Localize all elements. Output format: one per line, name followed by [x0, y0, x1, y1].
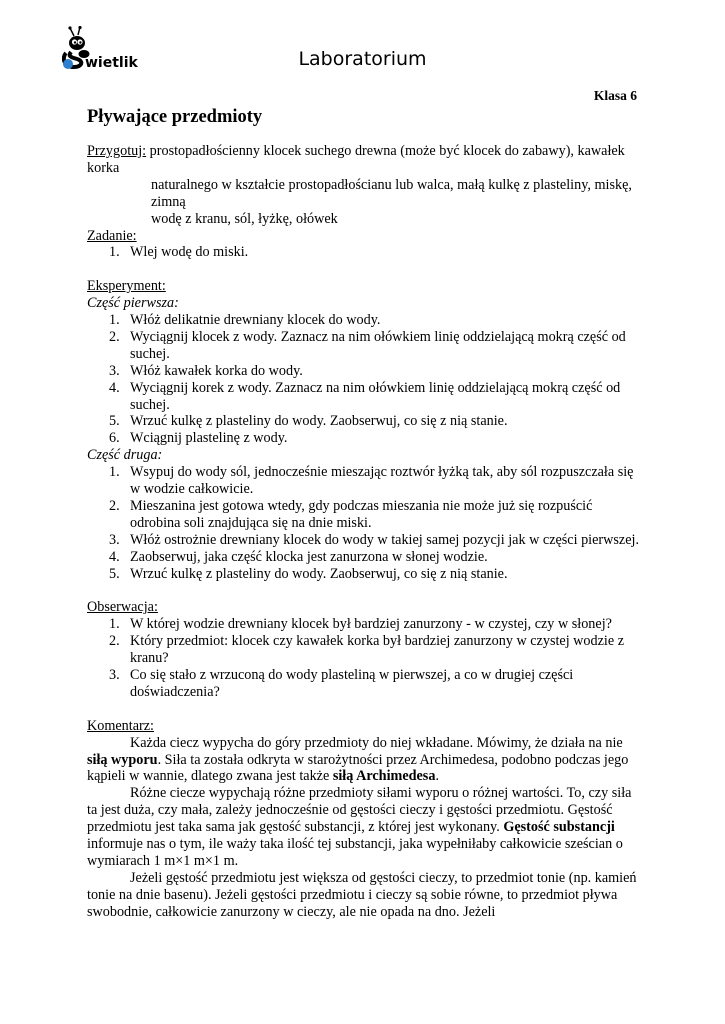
part1-label: Część pierwsza:	[87, 295, 179, 312]
list-item: 6. Wciągnij plastelinę z wody.	[109, 430, 288, 447]
list-item: 1. Wsypuj do wody sól, jednocześnie mieszając roztwór łyżką tak, aby sól rozpuszczała się w wodzie całkowicie.	[109, 464, 634, 498]
list-item: 3. Włóż kawałek korka do wody.	[109, 362, 303, 379]
document-body	[87, 143, 639, 921]
task-label: Zadanie:	[87, 227, 137, 244]
part1-list	[87, 312, 639, 447]
dimension-formula: 1 m×1 m×1 m	[153, 853, 235, 870]
list-item: 1. Włóż delikatnie drewniany klocek do wody.	[109, 312, 381, 329]
logo-text: wietlik	[85, 55, 138, 71]
task-list	[87, 244, 639, 261]
list-item: 2. Który przedmiot: klocek czy kawałek korka był bardziej zanurzony w czystej wodzie z kranu?	[109, 633, 624, 667]
prepare-line2: naturalnego w kształcie prostopadłościanu lub walca, małą kulkę z plasteliny, miskę, zimną	[151, 176, 632, 210]
comment-label: Komentarz:	[87, 717, 154, 734]
prepare-line3: wodę z kranu, sól, łyżkę, ołówek	[151, 210, 338, 227]
list-item: 4. Wyciągnij korek z wody. Zaznacz na nim ołówkiem linię oddzielającą mokrą część od suchej.	[109, 379, 621, 413]
list-item: 1. W której wodzie drewniany klocek był bardziej zanurzony - w czystej, czy w słonej?	[109, 616, 612, 633]
list-item: 2. Wyciągnij klocek z wody. Zaznacz na nim ołówkiem linię oddzielającą mokrą część od suchej.	[109, 328, 626, 362]
list-item: 4. Zaobserwuj, jaka część klocka jest zanurzona w słonej wodzie.	[109, 548, 488, 565]
observation-list	[87, 616, 639, 701]
part2-label: Część druga:	[87, 447, 163, 464]
class-label: Klasa 6	[593, 88, 637, 103]
prepare-line1	[87, 143, 639, 177]
list-item: 3. Co się stało z wrzuconą do wody plasteliną w pierwszej, a co w drugiej części doświadczenia?	[109, 667, 574, 700]
part2-list	[87, 464, 639, 582]
observation-label: Obserwacja:	[87, 599, 158, 616]
prepare-label: Przygotuj:	[87, 143, 147, 159]
prepare-text1: prostopadłościenny klocek suchego drewna (może być klocek do zabawy), kawałek korka	[87, 143, 625, 176]
list-item: 1. Wlej wodę do miski.	[109, 244, 249, 261]
comment-paragraph-2: Różne ciecze wypychają różne przedmioty siłami wyporu o różnej wartości. To, czy siła ta jest duża, czy mała, zależy jednocześnie od gęstości cieczy i gęstości przedmiotu. Gęstość przedmiotu jest taka sama jak gęstość substancji, z której jest wykonany. Gęstość substancji informuje nas o tym, ile waży taka ilość tej substancji, jaka wypełniłaby całkowicie sześcian o wymiarach 1 m×1 m×1 m.	[87, 785, 632, 870]
comment-paragraph-1: Każda ciecz wypycha do góry przedmioty do niej wkładane. Mówimy, że działa na nie siłą wyporu. Siła ta została odkryta w starożytności przez Archimedesa, podobno podczas jego kąpieli w wannie, dlatego zwana jest także siłą Archimedesa.	[87, 734, 629, 785]
experiment-label: Eksperyment:	[87, 278, 166, 295]
list-item: 5. Wrzuć kulkę z plasteliny do wody. Zaobserwuj, co się z nią stanie.	[109, 413, 508, 430]
list-item: 2. Mieszanina jest gotowa wtedy, gdy podczas mieszania nie może już się rozpuścić odrobina soli znajdująca się na dnie miski.	[109, 498, 593, 531]
list-item: 5. Wrzuć kulkę z plasteliny do wody. Zaobserwuj, co się z nią stanie.	[109, 565, 508, 582]
header-title: Laboratorium	[298, 48, 427, 70]
page-title: Pływające przedmioty	[87, 107, 263, 127]
list-item: 3. Włóż ostrożnie drewniany klocek do wody w takiej samej pozycji jak w części pierwszej.	[109, 531, 639, 548]
comment-paragraph-3: Jeżeli gęstość przedmiotu jest większa od gęstości cieczy, to przedmiot tonie (np. kamień tonie na dnie basenu). Jeżeli gęstości przedmiotu i cieczy są sobie równe, to przedmiot pływa swobodnie, całkowicie zanurzony w cieczy, ale nie opada na dno. Jeżeli	[87, 869, 637, 920]
